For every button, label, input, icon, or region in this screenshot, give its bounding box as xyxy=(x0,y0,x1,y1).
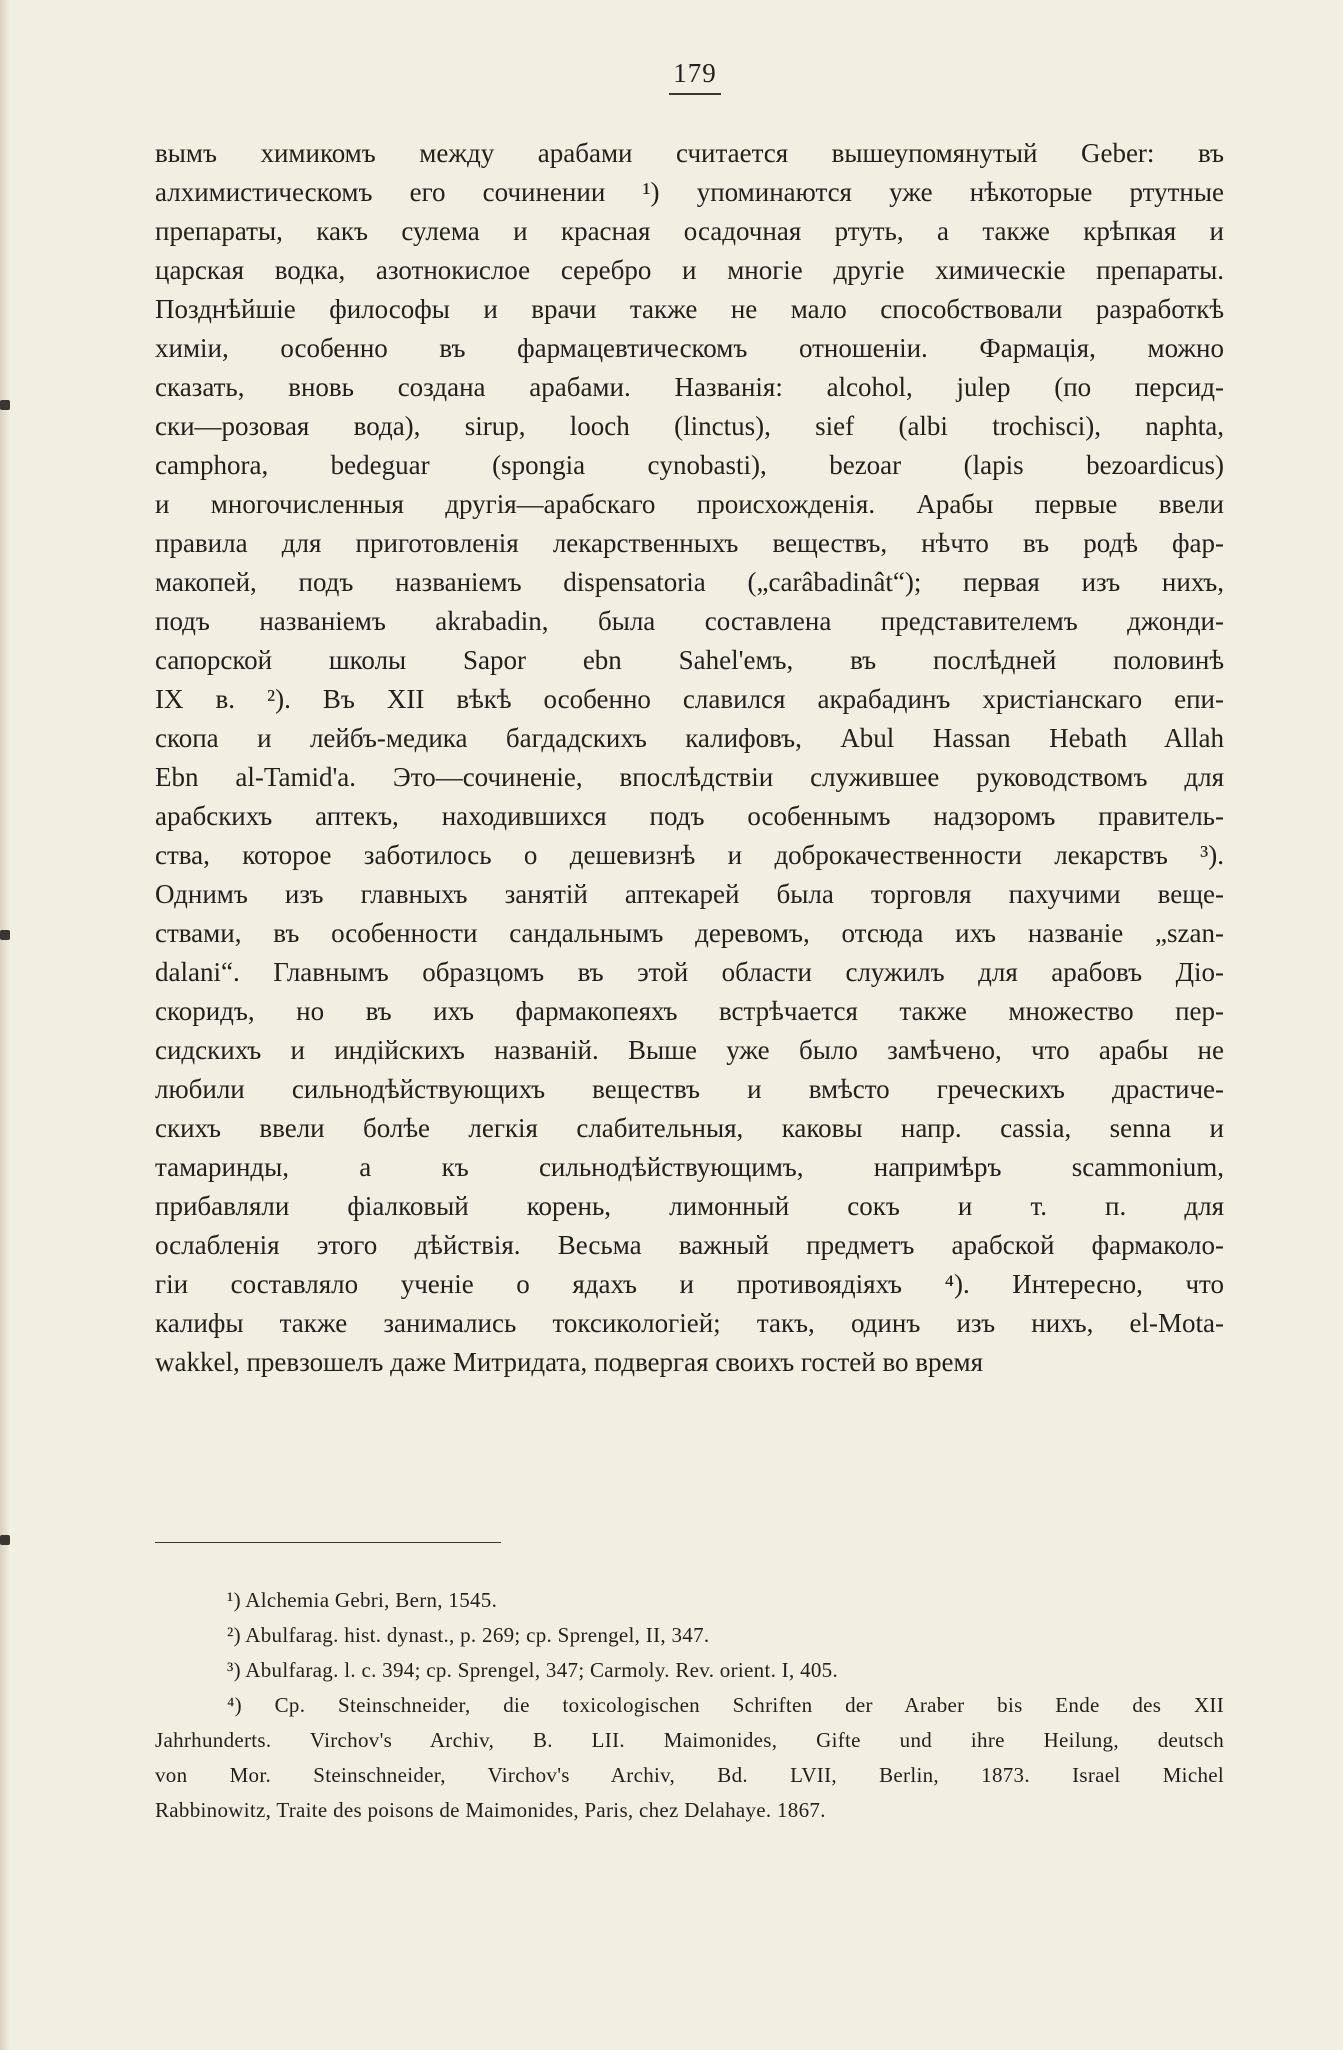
margin-mark xyxy=(0,1535,10,1545)
text-line: Однимъ изъ главныхъ занятій аптекарей была торговля пахучими веще- xyxy=(155,879,1224,909)
text-line: правила для приготовленія лекарственныхъ веществъ, нѣчто въ родѣ фар- xyxy=(155,528,1224,558)
text-line: IX в. ²). Въ XII вѣкѣ особенно славился акрабадинъ христіанскаго епи- xyxy=(155,684,1224,714)
footnote-continuation: Jahrhunderts. Virchov's Archiv, B. LII. Maimonides, Gifte und ihre Heilung, deutsch xyxy=(155,1728,1224,1752)
body-text xyxy=(155,134,1224,1382)
text-line: скоридъ, но въ ихъ фармакопеяхъ встрѣчается также множество пер- xyxy=(155,996,1224,1026)
text-line: гіи составляло ученіе о ядахъ и противоядіяхъ ⁴). Интересно, что xyxy=(155,1269,1224,1299)
text-line: подъ названіемъ akrabadin, была составлена представителемъ джонди- xyxy=(155,606,1224,636)
text-line: ства, которое заботилось о дешевизнѣ и доброкачественности лекарствъ ³). xyxy=(155,840,1224,870)
text-line: скихъ ввели болѣе легкія слабительныя, каковы напр. cassia, senna и xyxy=(155,1113,1224,1143)
text-line: сапорской школы Sapor ebn Sahel'емъ, въ послѣдней половинѣ xyxy=(155,645,1224,675)
text-line: любили сильнодѣйствующихъ веществъ и вмѣсто греческихъ драстиче- xyxy=(155,1074,1224,1104)
text-line: калифы также занимались токсикологіей; такъ, одинъ изъ нихъ, el-Mota- xyxy=(155,1308,1224,1338)
text-line: сидскихъ и индійскихъ названій. Выше уже было замѣчено, что арабы не xyxy=(155,1035,1224,1065)
margin-mark xyxy=(0,400,10,410)
footnote: ¹) Alchemia Gebri, Bern, 1545. xyxy=(227,1588,498,1612)
footnote-continuation: von Mor. Steinschneider, Virchov's Archiv, Bd. LVII, Berlin, 1873. Israel Michel xyxy=(155,1763,1224,1787)
text-line: алхимистическомъ его сочинении ¹) упоминаются уже нѣкоторые ртутные xyxy=(155,177,1224,207)
text-line: ствами, въ особенности сандальнымъ деревомъ, отсюда ихъ названіе „szan- xyxy=(155,918,1224,948)
text-line: Позднѣйшіе философы и врачи также не мало способствовали разработкѣ xyxy=(155,294,1224,324)
text-line: скопа и лейбъ-медика багдадскихъ калифовъ, Abul Hassan Hebath Allah xyxy=(155,723,1224,753)
text-line: макопей, подъ названіемъ dispensatoria („carâbadinât“); первая изъ нихъ, xyxy=(155,567,1224,597)
text-line: dalani“. Главнымъ образцомъ въ этой области служилъ для арабовъ Діо- xyxy=(155,957,1224,987)
text-line: тамаринды, а къ сильнодѣйствующимъ, напримѣръ scammonium, xyxy=(155,1152,1224,1182)
margin-mark xyxy=(0,930,10,940)
text-line: wakkel, превзошелъ даже Митридата, подвергая своихъ гостей во время xyxy=(155,1347,984,1377)
text-line: сказать, вновь создана арабами. Названія: alcohol, julep (по персид- xyxy=(155,372,1224,402)
footnote-continuation: Rabbinowitz, Traite des poisons de Maimonides, Paris, chez Delahaye. 1867. xyxy=(155,1798,826,1822)
footnote: ⁴) Cp. Steinschneider, die toxicologischen Schriften der Araber bis Ende des XII xyxy=(227,1693,1224,1717)
text-line: ски—розовая вода), sirup, looch (linctus), sief (albi trochisci), naphta, xyxy=(155,411,1224,441)
text-line: арабскихъ аптекъ, находившихся подъ особеннымъ надзоромъ правитель- xyxy=(155,801,1224,831)
text-line: вымъ химикомъ между арабами считается вышеупомянутый Geber: въ xyxy=(155,138,1224,168)
footnote: ³) Abulfarag. l. c. 394; cp. Sprengel, 347; Carmoly. Rev. orient. I, 405. xyxy=(227,1658,839,1682)
text-line: царская водка, азотнокислое серебро и многіе другіе химическіе препараты. xyxy=(155,255,1224,285)
page-edge xyxy=(0,0,10,2050)
footnote-separator xyxy=(155,1542,501,1543)
text-line: препараты, какъ сулема и красная осадочная ртуть, а также крѣпкая и xyxy=(155,216,1224,246)
footnote: ²) Abulfarag. hist. dynast., p. 269; cp. Sprengel, II, 347. xyxy=(227,1623,710,1647)
text-line: прибавляли фіалковый корень, лимонный сокъ и т. п. для xyxy=(155,1191,1224,1221)
page-number: 179 xyxy=(0,58,1343,95)
text-line: Ebn al-Tamid'а. Это—сочиненіе, впослѣдствіи служившее руководствомъ для xyxy=(155,762,1224,792)
text-line: ослабленія этого дѣйствія. Весьма важный предметъ арабской фармаколо- xyxy=(155,1230,1224,1260)
text-line: и многочисленныя другія—арабскаго происхожденія. Арабы первые ввели xyxy=(155,489,1224,519)
footnotes xyxy=(155,1583,1224,1828)
text-line: camphora, bedeguar (spongia cynobasti), bezoar (lapis bezoardicus) xyxy=(155,450,1224,480)
text-line: химіи, особенно въ фармацевтическомъ отношеніи. Фармація, можно xyxy=(155,333,1224,363)
